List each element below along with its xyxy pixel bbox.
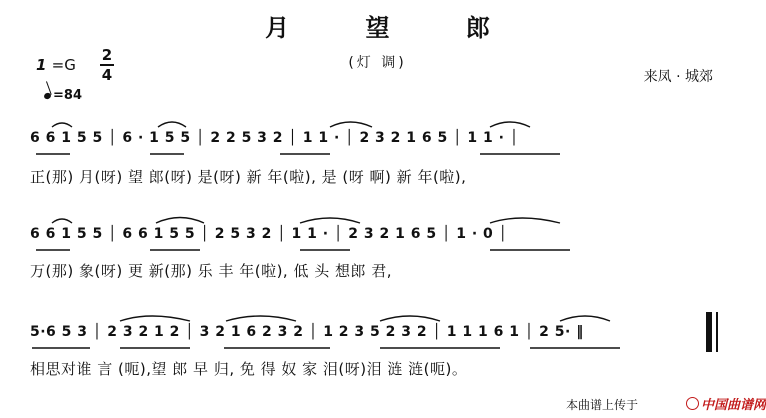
tempo-value: =84	[53, 88, 82, 103]
upload-note: 本曲谱上传于	[566, 398, 639, 412]
subtitle: (灯 调)	[348, 55, 407, 71]
time-signature-top: 2	[101, 46, 113, 64]
lyrics-line-1: 正(那) 月(呀) 望 郎(呀) 是(呀) 新 年(啦), 是 (呀 啊) 新 年(啦),	[30, 168, 467, 186]
notation-line-2: 6 6 1 5 5 │ 6 6 1 5 5 │ 2 5 3 2 │ 1 1 · │ 2 3 2 1 6 5 │ 1 · 0 │	[30, 226, 508, 242]
slur-line-2	[52, 218, 560, 224]
notation-line-1: 6 6 1 5 5 │ 6 · 1 5 5 │ 2 2 5 3 2 │ 1 1 · │ 2 3 2 1 6 5 │ 1 1 · │	[30, 130, 519, 146]
notation-line-3: 5·6 5 3 │ 2 3 2 1 2 │ 3 2 1 6 2 3 2 │ 1 2 3 5 2 3 2 │ 1 1 1 6 1 │ 2 5· ‖	[30, 324, 584, 340]
key-prefix: 1	[36, 56, 47, 74]
key-eq: =G	[51, 56, 76, 74]
lyrics-line-2: 万(那) 象(呀) 更 新(那) 乐 丰 年(啦), 低 头 想郎 君,	[30, 262, 393, 280]
slur-line-3	[120, 316, 610, 321]
credit: 来凤 · 城郊	[643, 69, 713, 85]
lyrics-line-3: 相思对谁 言 (呃),望 郎 早 归, 免 得 奴 家 泪(呀)泪 涟 涟(呃)。	[30, 360, 468, 378]
time-signature-bottom: 4	[101, 65, 113, 84]
slur-line-1	[52, 122, 530, 127]
song-title: 月 望 郎	[265, 14, 524, 42]
site-logo	[686, 394, 766, 413]
final-barline-thin	[716, 312, 718, 352]
final-barline	[706, 312, 712, 352]
globe-icon	[686, 397, 699, 410]
site-logo-text: 中国曲谱网	[701, 398, 766, 413]
